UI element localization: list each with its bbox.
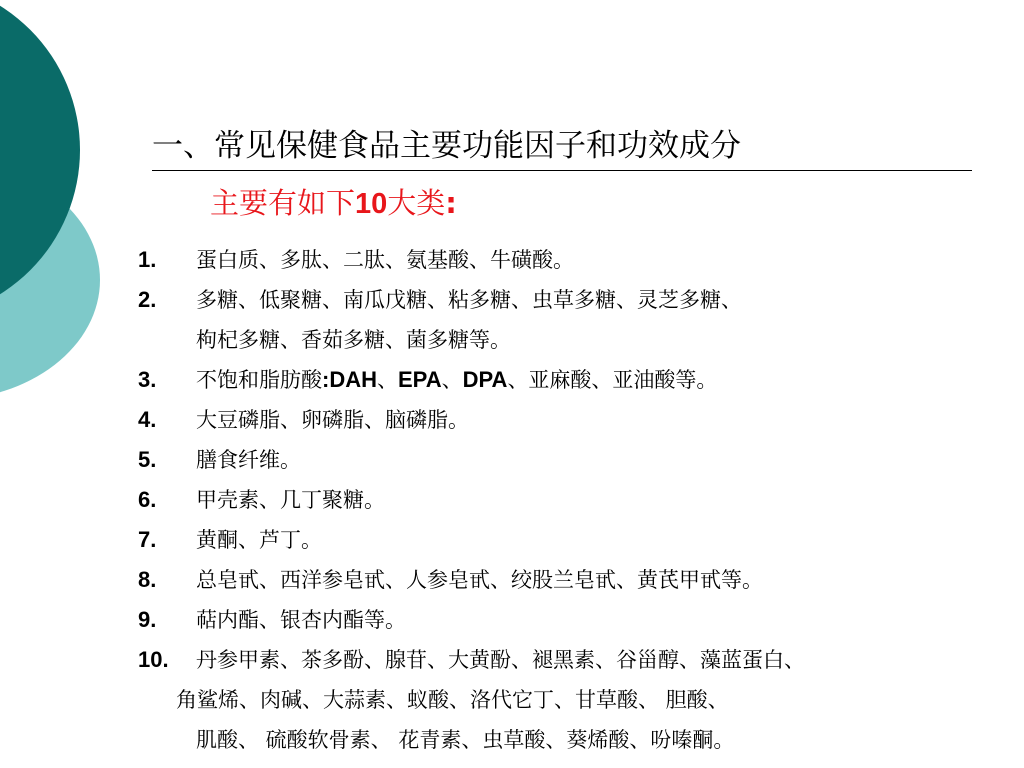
- item-number: 1.: [138, 247, 157, 272]
- item-number: 3.: [138, 367, 157, 392]
- subtitle-suffix: 大类: [387, 186, 446, 220]
- slide-subtitle: [210, 182, 457, 225]
- item-number: 9.: [138, 607, 157, 632]
- item-text-continued: 肌酸、 硫酸软骨素、 花青素、虫草酸、葵烯酸、吩嗪酮。: [196, 728, 735, 752]
- list-item-7: [138, 520, 1018, 560]
- item-text: 膳食纤维。: [196, 448, 301, 472]
- item-text: 萜内酯、银杏内酯等。: [196, 608, 406, 632]
- item-text: 黄酮、芦丁。: [196, 528, 322, 552]
- list-item-3: [138, 360, 1018, 400]
- subtitle-number: 10: [355, 188, 388, 220]
- item-number: 10.: [138, 647, 169, 672]
- item-text-abbrev: EPA: [398, 367, 442, 392]
- item-text-continued: 角鲨烯、肉碱、大蒜素、蚁酸、洛代它丁、甘草酸、 胆酸、: [176, 688, 729, 712]
- list-item-2: [138, 280, 1018, 360]
- list-item-4: [138, 400, 1018, 440]
- item-text-part: 不饱和脂肪酸: [196, 368, 322, 392]
- item-text: 多糖、低聚糖、南瓜戊糖、粘多糖、虫草多糖、灵芝多糖、: [196, 288, 742, 312]
- item-number: 4.: [138, 407, 157, 432]
- item-number: 5.: [138, 447, 157, 472]
- item-text: 总皂甙、西洋参皂甙、人参皂甙、绞股兰皂甙、黄芪甲甙等。: [196, 568, 763, 592]
- item-text: 蛋白质、多肽、二肽、氨基酸、牛磺酸。: [196, 248, 574, 272]
- item-text: [196, 360, 1018, 400]
- item-number: 7.: [138, 527, 157, 552]
- title-underline: [152, 170, 972, 171]
- item-text: 大豆磷脂、卵磷脂、脑磷脂。: [196, 408, 469, 432]
- item-number: 2.: [138, 287, 157, 312]
- item-number: 8.: [138, 567, 157, 592]
- item-text: 丹参甲素、茶多酚、腺苷、大黄酚、褪黑素、谷甾醇、藻蓝蛋白、: [196, 648, 805, 672]
- list-item-8: [138, 560, 1018, 600]
- list-item-1: [138, 240, 1018, 280]
- list-item-9: [138, 600, 1018, 640]
- item-text-abbrev: :DAH: [322, 367, 377, 392]
- slide-title: 一、常见保健食品主要功能因子和功效成分: [152, 128, 741, 164]
- item-text-part: 、亚麻酸、亚油酸等。: [507, 368, 718, 392]
- list-item-5: [138, 440, 1018, 480]
- subtitle-prefix: 主要有如下: [210, 186, 356, 220]
- item-number: 6.: [138, 487, 157, 512]
- function-factor-list: [138, 240, 1018, 760]
- subtitle-colon: :: [445, 186, 457, 220]
- item-text-part: 、: [441, 368, 463, 392]
- item-text-part: 、: [377, 368, 398, 392]
- list-item-10: [138, 640, 1018, 760]
- item-text: 甲壳素、几丁聚糖。: [196, 488, 385, 512]
- item-text-continued: 枸杞多糖、香茹多糖、菌多糖等。: [196, 328, 511, 352]
- list-item-6: [138, 480, 1018, 520]
- item-text-abbrev: DPA: [462, 367, 508, 392]
